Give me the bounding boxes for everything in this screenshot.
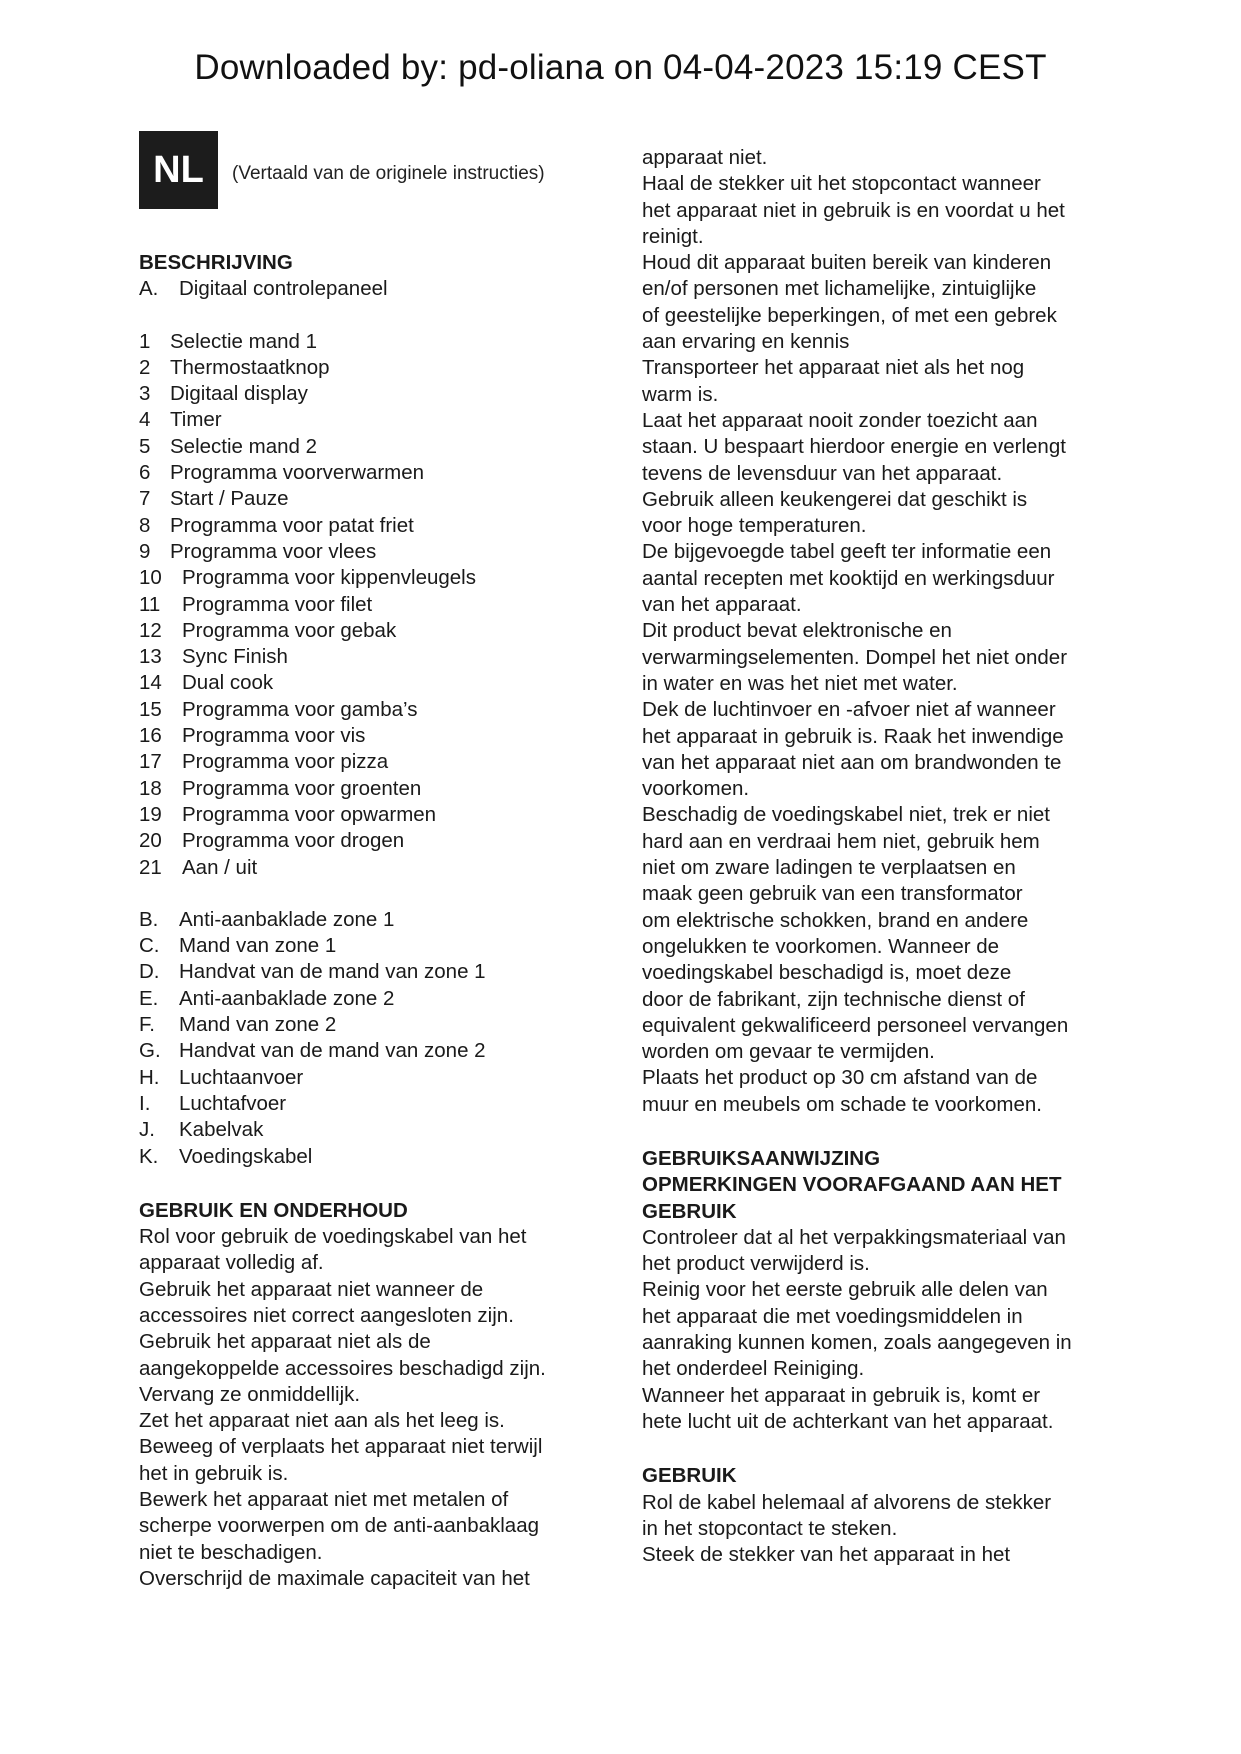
text-line: worden om gevaar te vermijden. — [642, 1040, 935, 1064]
list-letter: I. — [139, 1091, 151, 1115]
text-line: Dit product bevat elektronische en — [642, 619, 952, 643]
text-line: tevens de levensduur van het apparaat. — [642, 461, 1003, 485]
text-line: in het stopcontact te steken. — [642, 1516, 898, 1540]
list-text: Programma voor gebak — [182, 618, 397, 642]
list-text: Luchtafvoer — [179, 1091, 287, 1115]
list-letter: B. — [139, 907, 159, 931]
list-item — [139, 986, 609, 1012]
list-number: 7 — [139, 487, 151, 511]
text-line: Wanneer het apparaat in gebruik is, komt er — [642, 1383, 1041, 1407]
list-item — [139, 407, 609, 433]
language-badge: NL — [139, 131, 218, 209]
list-text: Selectie mand 1 — [170, 329, 318, 353]
right-column — [642, 145, 1122, 1568]
text-line: hete lucht uit de achterkant van het apparaat. — [642, 1409, 1054, 1433]
list-text: Anti-aanbaklade zone 2 — [179, 986, 395, 1010]
list-number: 2 — [139, 355, 151, 379]
text-line: Reinig voor het eerste gebruik alle delen van — [642, 1278, 1048, 1302]
text-line: Zet het apparaat niet aan als het leeg is. — [139, 1409, 505, 1433]
list-text: Programma voorverwarmen — [170, 461, 425, 485]
list-item — [139, 1012, 609, 1038]
lettered-parts-list — [139, 907, 609, 1170]
list-number: 5 — [139, 434, 151, 458]
list-text: Thermostaatknop — [170, 355, 330, 379]
list-text: Selectie mand 2 — [170, 434, 318, 458]
instructions-text — [642, 1225, 1122, 1435]
list-text: Kabelvak — [179, 1118, 264, 1142]
list-letter: G. — [139, 1039, 161, 1063]
list-item — [139, 565, 609, 591]
text-line: scherpe voorwerpen om de anti-aanbaklaag — [139, 1514, 540, 1538]
list-text: Start / Pauze — [170, 487, 289, 511]
text-line: hard aan en verdraai hem niet, gebruik hem — [642, 829, 1040, 853]
text-line: aan ervaring en kennis — [642, 330, 850, 354]
list-item — [139, 329, 609, 355]
description-heading: BESCHRIJVING — [139, 251, 293, 274]
list-item — [139, 592, 609, 618]
list-text: Programma voor patat friet — [170, 513, 414, 537]
list-text: Programma voor vlees — [170, 539, 377, 563]
text-line: voor hoge temperaturen. — [642, 514, 867, 538]
instructions-heading: GEBRUIKSAANWIJZING — [642, 1146, 881, 1170]
list-number: 20 — [139, 829, 162, 853]
text-line: maak geen gebruik van een transformator — [642, 882, 1023, 906]
text-line: Rol voor gebruik de voedingskabel van het — [139, 1225, 527, 1249]
list-text: Programma voor vis — [182, 724, 366, 748]
list-letter: K. — [139, 1144, 159, 1168]
list-item — [139, 539, 609, 565]
text-line: accessoires niet correct aangesloten zijn. — [139, 1303, 514, 1327]
text-line: muur en meubels om schade te voorkomen. — [642, 1092, 1042, 1116]
text-line: Gebruik alleen keukengerei dat geschikt is — [642, 487, 1028, 511]
list-item — [139, 959, 609, 985]
list-letter: J. — [139, 1118, 155, 1142]
list-letter: C. — [139, 934, 160, 958]
text-line: van het apparaat niet aan om brandwonden te — [642, 750, 1062, 774]
list-item — [139, 776, 609, 802]
list-item — [139, 1038, 609, 1064]
list-number: 11 — [139, 592, 161, 616]
list-letter: A. — [139, 277, 159, 301]
list-item — [139, 697, 609, 723]
list-number: 15 — [139, 697, 162, 721]
list-text: Handvat van de mand van zone 1 — [179, 960, 486, 984]
list-text: Anti-aanbaklade zone 1 — [179, 907, 395, 931]
list-number: 14 — [139, 671, 162, 695]
text-line: Rol de kabel helemaal af alvorens de stekker — [642, 1490, 1052, 1514]
list-number: 13 — [139, 645, 162, 669]
instructions-subheading-line1: OPMERKINGEN VOORAFGAAND AAN HET — [642, 1173, 1062, 1197]
text-line: Beweeg of verplaats het apparaat niet terwijl — [139, 1435, 543, 1459]
text-line: apparaat niet. — [642, 146, 768, 169]
text-line: en/of personen met lichamelijke, zintuiglijke — [642, 277, 1037, 301]
list-text: Handvat van de mand van zone 2 — [179, 1039, 486, 1063]
list-text: Sync Finish — [182, 645, 288, 669]
text-line: of geestelijke beperkingen, of met een gebrek — [642, 303, 1057, 327]
text-line: aanraking kunnen komen, zoals aangegeven in — [642, 1331, 1072, 1355]
list-number: 4 — [139, 408, 151, 432]
list-text: Programma voor gamba’s — [182, 697, 418, 721]
numbered-parts-list — [139, 329, 609, 881]
text-line: reinigt. — [642, 224, 704, 248]
text-line: niet om zware ladingen te verplaatsen en — [642, 856, 1016, 880]
text-line: het product verwijderd is. — [642, 1252, 870, 1276]
download-header: Downloaded by: pd-oliana on 04-04-2023 15:19 CEST — [194, 48, 1047, 87]
text-line: Steek de stekker van het apparaat in het — [642, 1543, 1011, 1567]
text-line: De bijgevoegde tabel geeft ter informatie een — [642, 540, 1052, 564]
list-text: Programma voor pizza — [182, 750, 389, 774]
list-item — [139, 460, 609, 486]
text-line: Controleer dat al het verpakkingsmateriaal van — [642, 1225, 1066, 1249]
list-item — [139, 434, 609, 460]
list-letter: E. — [139, 986, 159, 1010]
list-number: 1 — [139, 329, 151, 353]
text-line: Plaats het product op 30 cm afstand van de — [642, 1066, 1038, 1090]
list-text: Programma voor kippenvleugels — [182, 566, 476, 590]
list-number: 12 — [139, 618, 162, 642]
text-line: warm is. — [642, 382, 719, 406]
list-text: Voedingskabel — [179, 1144, 313, 1168]
list-text: Mand van zone 2 — [179, 1013, 337, 1037]
list-letter: H. — [139, 1065, 160, 1089]
panel-item — [139, 276, 609, 302]
text-line: voedingskabel beschadigd is, moet deze — [642, 961, 1012, 985]
text-line: aangekoppelde accessoires beschadigd zijn. — [139, 1356, 546, 1380]
list-item — [139, 381, 609, 407]
text-line: het apparaat in gebruik is. Raak het inwendige — [642, 724, 1064, 748]
list-item — [139, 618, 609, 644]
text-line: Dek de luchtinvoer en -afvoer niet af wanneer — [642, 698, 1056, 722]
list-letter: D. — [139, 960, 160, 984]
list-item — [139, 828, 609, 854]
list-number: 18 — [139, 776, 162, 800]
list-text: Digitaal display — [170, 382, 308, 406]
list-number: 8 — [139, 513, 151, 537]
text-line: voorkomen. — [642, 777, 750, 801]
list-item — [139, 933, 609, 959]
list-text: Digitaal controlepaneel — [179, 277, 388, 301]
list-text: Programma voor drogen — [182, 829, 405, 853]
text-line: staan. U bespaart hierdoor energie en verlengt — [642, 435, 1066, 459]
safety-text — [642, 145, 1122, 1118]
usage-maintenance-text — [139, 1224, 609, 1592]
text-line: Beschadig de voedingskabel niet, trek er niet — [642, 803, 1050, 827]
list-number: 9 — [139, 539, 151, 563]
list-number: 17 — [139, 750, 162, 774]
text-line: Bewerk het apparaat niet met metalen of — [139, 1488, 509, 1512]
text-line: Haal de stekker uit het stopcontact wanneer — [642, 172, 1041, 196]
list-text: Timer — [170, 408, 222, 432]
text-line: om elektrische schokken, brand en andere — [642, 908, 1029, 932]
list-text: Dual cook — [182, 671, 274, 695]
list-item — [139, 1065, 609, 1091]
list-text: Programma voor opwarmen — [182, 802, 437, 826]
text-line: ongelukken te voorkomen. Wanneer de — [642, 934, 1000, 958]
list-item — [139, 723, 609, 749]
text-line: Vervang ze onmiddellijk. — [139, 1382, 361, 1406]
list-item — [139, 644, 609, 670]
list-number: 3 — [139, 382, 151, 406]
list-item — [139, 855, 609, 881]
text-line: het in gebruik is. — [139, 1461, 289, 1485]
text-line: Gebruik het apparaat niet als de — [139, 1330, 431, 1354]
text-line: Gebruik het apparaat niet wanneer de — [139, 1277, 484, 1301]
list-text: Aan / uit — [182, 855, 258, 879]
list-item — [139, 1117, 609, 1143]
text-line: equivalent gekwalificeerd personeel vervangen — [642, 1013, 1069, 1037]
left-column — [139, 250, 609, 1592]
text-line: het apparaat niet in gebruik is en voordat u het — [642, 198, 1065, 222]
list-text: Programma voor filet — [182, 592, 373, 616]
list-number: 10 — [139, 566, 162, 590]
text-line: Transporteer het apparaat niet als het nog — [642, 356, 1025, 380]
list-number: 6 — [139, 461, 151, 485]
use-heading: GEBRUIK — [642, 1464, 737, 1488]
usage-maintenance-heading: GEBRUIK EN ONDERHOUD — [139, 1198, 408, 1222]
translated-note: (Vertaald van de originele instructies) — [232, 163, 545, 184]
use-text — [642, 1490, 1122, 1569]
text-line: van het apparaat. — [642, 593, 802, 617]
list-item — [139, 355, 609, 381]
text-line: het apparaat die met voedingsmiddelen in — [642, 1304, 1023, 1328]
list-item — [139, 802, 609, 828]
list-item — [139, 513, 609, 539]
list-text: Programma voor groenten — [182, 776, 422, 800]
list-number: 19 — [139, 802, 162, 826]
list-item — [139, 907, 609, 933]
text-line: aantal recepten met kooktijd en werkingsduur — [642, 566, 1055, 590]
instructions-subheading-line2: GEBRUIK — [642, 1199, 737, 1223]
list-letter: F. — [139, 1013, 155, 1037]
list-number: 21 — [139, 855, 162, 879]
text-line: het onderdeel Reiniging. — [642, 1357, 865, 1381]
list-text: Mand van zone 1 — [179, 934, 337, 958]
text-line: Overschrijd de maximale capaciteit van het — [139, 1566, 530, 1590]
text-line: verwarmingselementen. Dompel het niet onder — [642, 645, 1068, 669]
list-text: Luchtaanvoer — [179, 1065, 304, 1089]
text-line: apparaat volledig af. — [139, 1251, 324, 1275]
list-item — [139, 1144, 609, 1170]
list-item — [139, 670, 609, 696]
text-line: Houd dit apparaat buiten bereik van kinderen — [642, 251, 1052, 275]
text-line: niet te beschadigen. — [139, 1540, 323, 1564]
list-item — [139, 749, 609, 775]
text-line: in water en was het niet met water. — [642, 671, 958, 695]
text-line: door de fabrikant, zijn technische dienst of — [642, 987, 1025, 1011]
list-number: 16 — [139, 724, 162, 748]
list-item — [139, 486, 609, 512]
text-line: Laat het apparaat nooit zonder toezicht aan — [642, 408, 1038, 432]
list-item — [139, 1091, 609, 1117]
